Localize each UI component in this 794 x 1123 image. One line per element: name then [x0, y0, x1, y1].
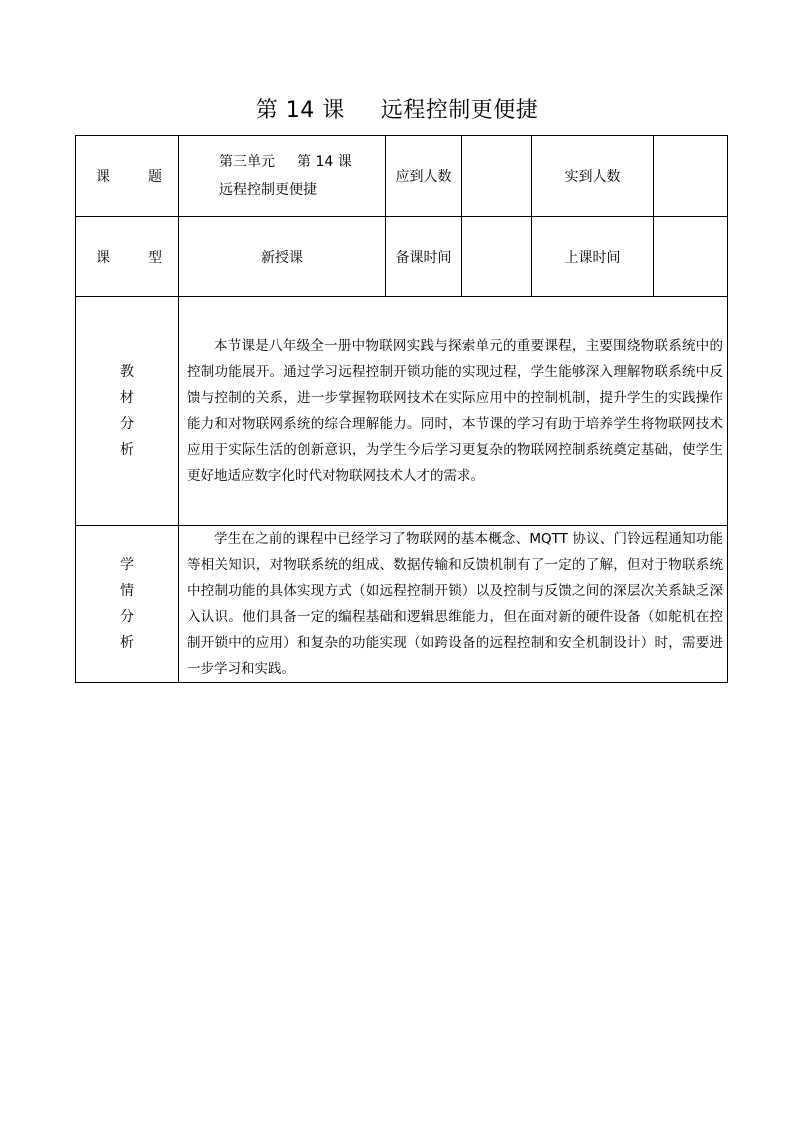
- page-title: [0, 96, 794, 126]
- table-row: [76, 136, 728, 217]
- unit-text: 第三单元: [219, 154, 275, 170]
- table-row: [76, 297, 728, 526]
- label-char: 型: [148, 249, 162, 266]
- label-char: 材: [120, 390, 134, 406]
- subject-value-cell: [179, 136, 386, 217]
- material-analysis-text: 本节课是八年级全一册中物联网实践与探索单元的重要课程，主要围绕物联系统中的控制功能展开。通过学习远程控制开锁功能的实现过程，学生能够深入理解物联系统中反馈与控制的关系，进一步掌握物联网技术在实际应用中的控制机制，提升学生的实践操作能力和对物联网系统的综合理解能力。同时，本节课的学习有助于培养学生将物联网技术应用于实际生活的创新意识，为学生今后学习更复杂的物联网控制系统奠定基础，使学生更好地适应数字化时代对物联网技术人才的需求。: [187, 338, 723, 484]
- actual-count-label: 实到人数: [532, 136, 654, 217]
- actual-count-value[interactable]: [654, 136, 728, 217]
- label-char: 析: [120, 442, 134, 458]
- class-time-value[interactable]: [654, 217, 728, 297]
- learner-analysis-cell: [179, 526, 728, 683]
- subject-text: 远程控制更便捷: [219, 182, 317, 198]
- unit-line: [219, 148, 379, 176]
- lesson-type-value: 新授课: [179, 217, 386, 297]
- material-analysis-label: [76, 297, 179, 526]
- lesson-number: 第 14 课: [255, 98, 345, 123]
- table-row: [76, 526, 728, 683]
- label-char: 教: [120, 364, 134, 380]
- label-char: 析: [120, 635, 134, 651]
- table-row: [76, 217, 728, 297]
- learner-analysis-text: 学生在之前的课程中已经学习了物联网的基本概念、MQTT 协议、门铃远程通知功能等相关知识，对物联系统的组成、数据传输和反馈机制有了一定的了解，但对于物联系统中控制功能的具体实现方式（如远程控制开锁）以及控制与反馈之间的深层次关系缺乏深入认识。他们具备一定的编程基础和逻辑思维能力，但在面对新的硬件设备（如舵机在控制开锁中的应用）和复杂的功能实现（如跨设备的远程控制和安全机制设计）时，需要进一步学习和实践。: [187, 531, 723, 677]
- expected-count-value[interactable]: [462, 136, 532, 217]
- learner-analysis-label: [76, 526, 179, 683]
- label-char: 情: [120, 583, 134, 599]
- label-char: 课: [96, 249, 110, 266]
- prep-time-label: 备课时间: [386, 217, 462, 297]
- lesson-name: 远程控制更便捷: [380, 98, 539, 123]
- material-analysis-cell: [179, 297, 728, 526]
- lesson-text: 第 14 课: [297, 154, 352, 170]
- label-char: 课: [96, 169, 110, 185]
- label-subject: [76, 136, 179, 217]
- expected-count-label: 应到人数: [386, 136, 462, 217]
- label-char: 题: [148, 169, 162, 185]
- lesson-plan-table: [75, 135, 728, 683]
- label-char: 分: [120, 609, 134, 625]
- label-char: 学: [120, 557, 134, 573]
- label-char: 分: [120, 416, 134, 432]
- class-time-label: 上课时间: [532, 217, 654, 297]
- prep-time-value[interactable]: [462, 217, 532, 297]
- label-type: [76, 217, 179, 297]
